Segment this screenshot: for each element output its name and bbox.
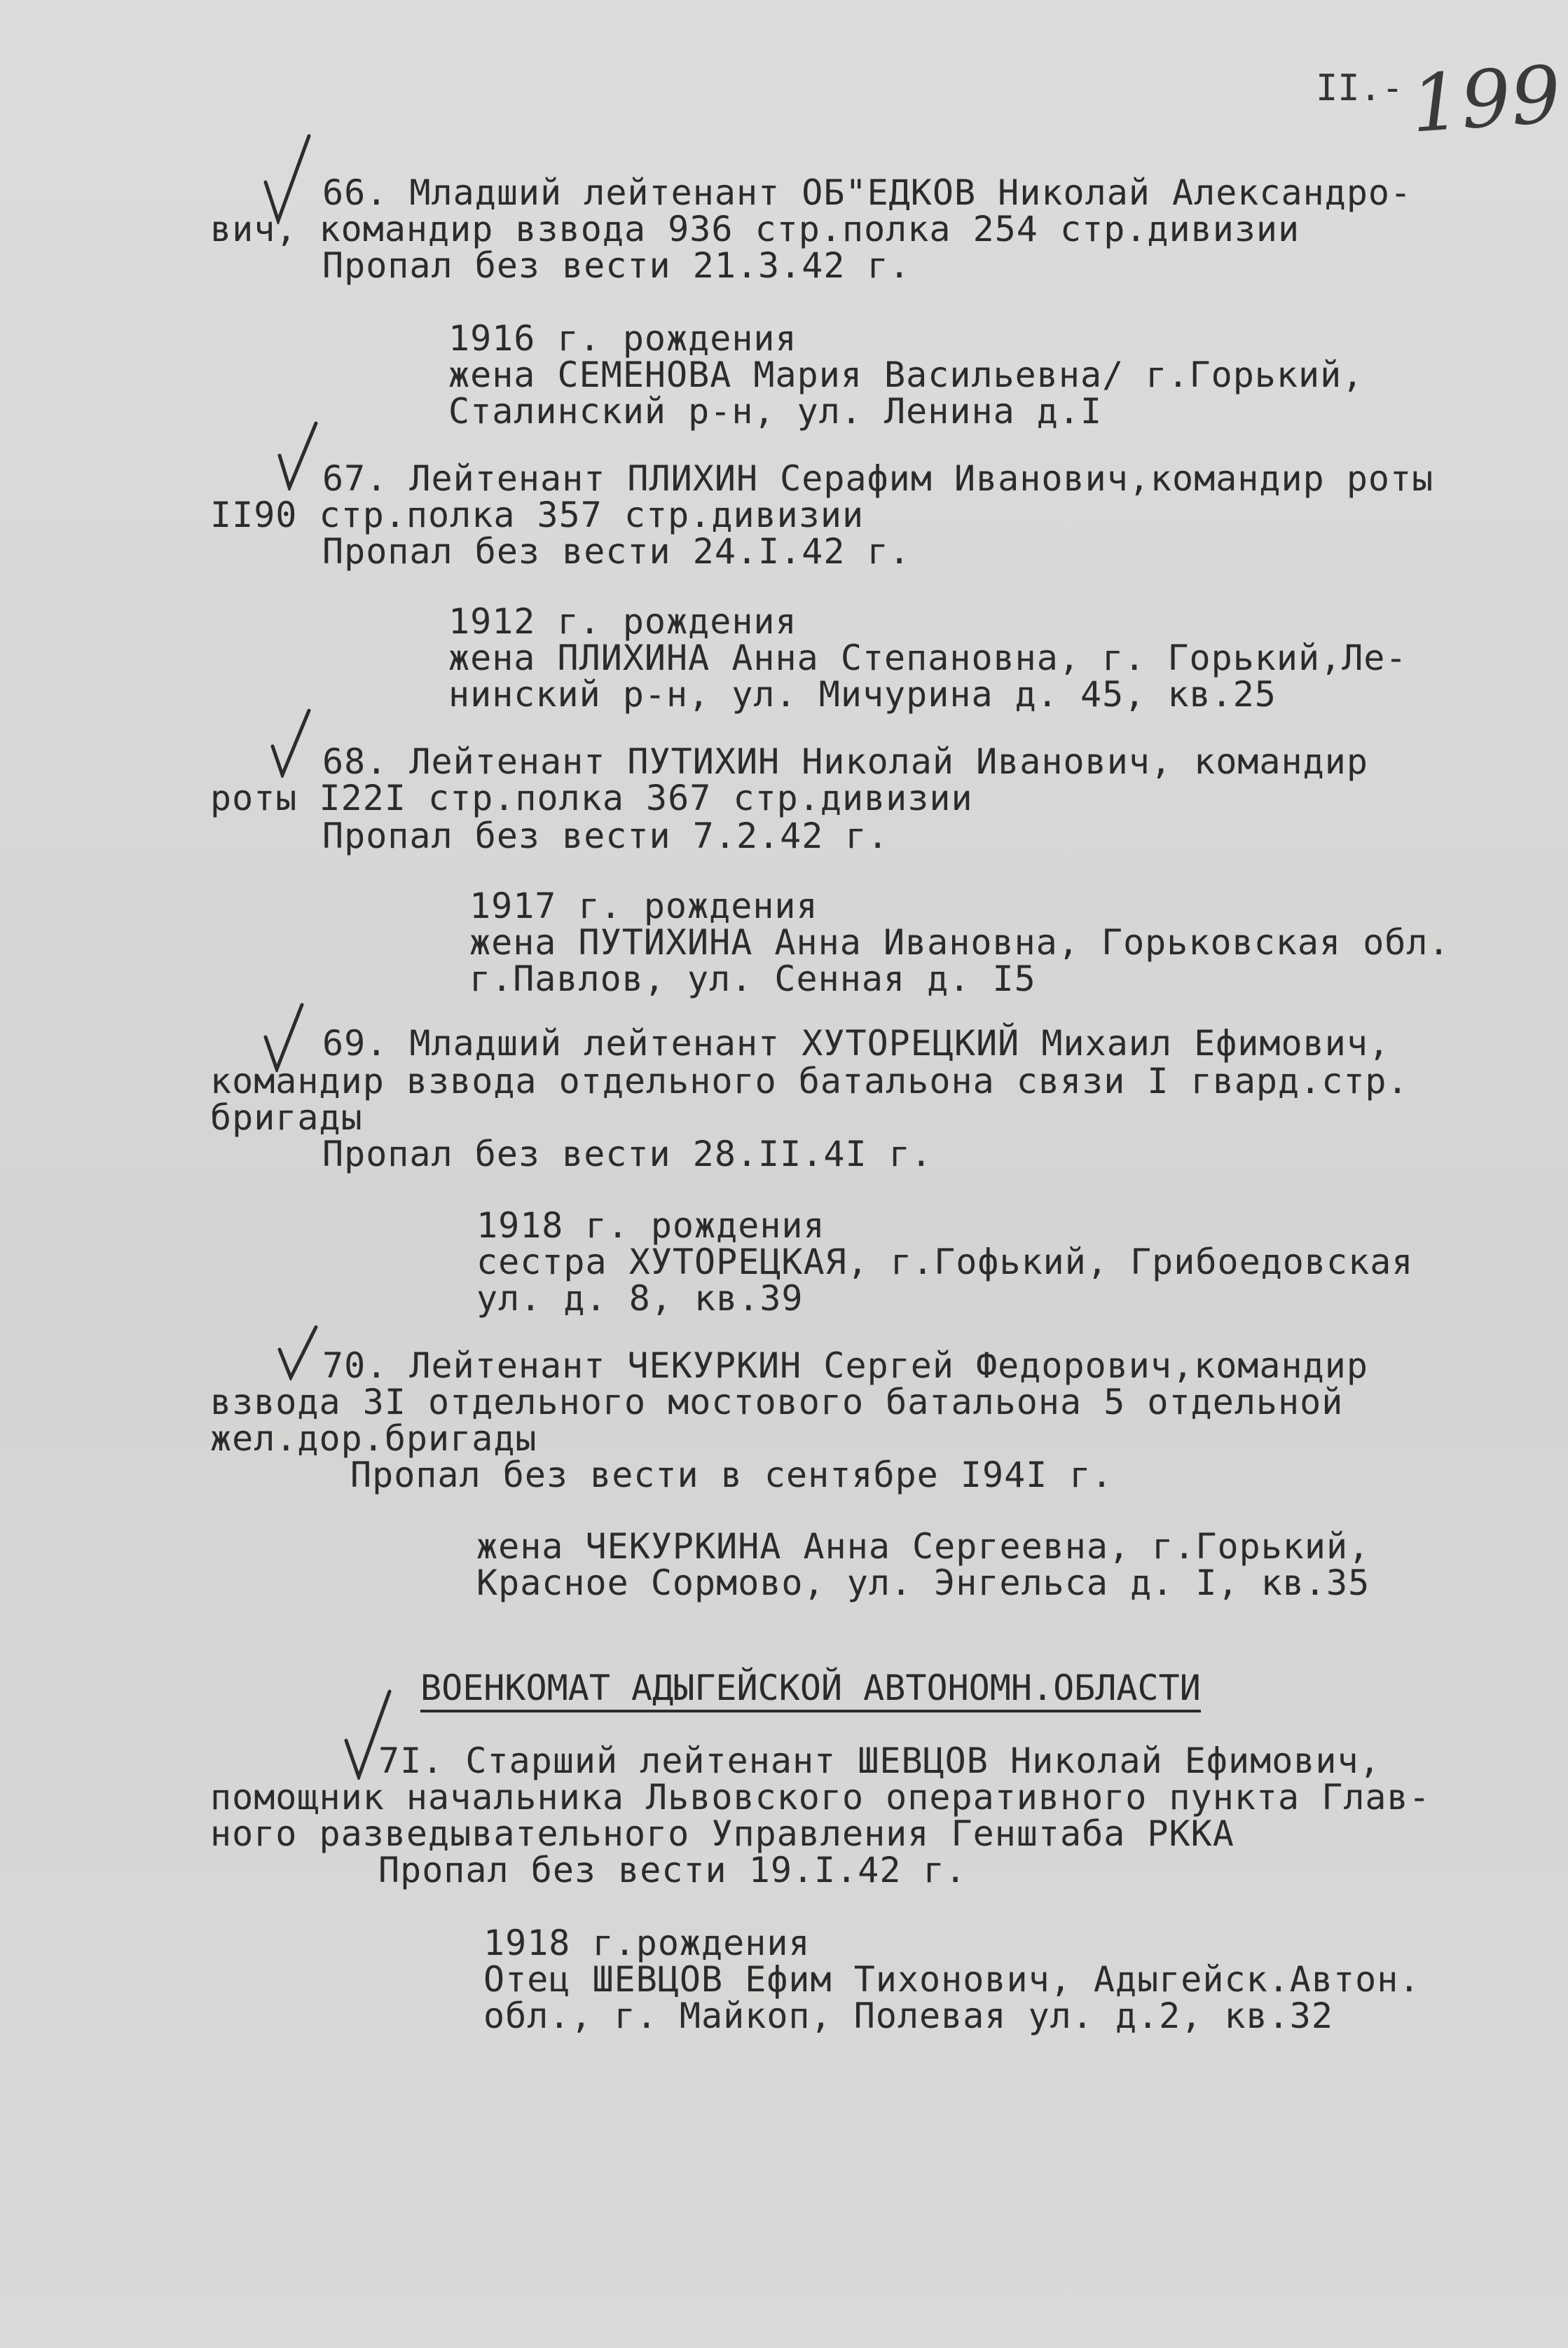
- checkmark-icon: [277, 1324, 319, 1380]
- page-number: II.-: [1316, 67, 1404, 109]
- entry-69-line-3: бригады: [210, 1097, 363, 1138]
- entry-70-line-2: взвода 3I отдельного мостового батальона 5 отдельной: [210, 1382, 1344, 1422]
- entry-68-status: Пропал без вести 7.2.42 г.: [322, 816, 889, 856]
- checkmark-icon: [270, 708, 312, 778]
- section-heading: ВОЕНКОМАТ АДЫГЕЙСКОЙ АВТОНОМН.ОБЛАСТИ: [420, 1668, 1201, 1712]
- entry-66-address: Сталинский р-н, ул. Ленина д.I: [448, 391, 1103, 432]
- entry-68-relative: жена ПУТИХИНА Анна Ивановна, Горьковская обл.: [469, 922, 1450, 963]
- entry-66-relative: жена СЕМЕНОВА Мария Васильевна/ г.Горький,: [448, 355, 1364, 395]
- entry-66-status: Пропал без вести 21.3.42 г.: [322, 245, 911, 286]
- handwritten-folio-number: 199: [1408, 49, 1564, 151]
- entry-71-birth: 1918 г.рождения: [483, 1923, 811, 1963]
- entry-69-status: Пропал без вести 28.II.4I г.: [322, 1134, 933, 1174]
- entry-67-address: нинский р-н, ул. Мичурина д. 45, кв.25: [448, 674, 1277, 715]
- entry-71-status: Пропал без вести 19.I.42 г.: [378, 1850, 967, 1890]
- entry-67-line-2: II90 стр.полка 357 стр.дивизии: [210, 495, 865, 535]
- entry-70-address: Красное Сормово, ул. Энгельса д. I, кв.35: [476, 1563, 1370, 1603]
- entry-69-line-2: командир взвода отдельного батальона связи I гвард.стр.: [210, 1061, 1409, 1101]
- entry-67-status: Пропал без вести 24.I.42 г.: [322, 531, 911, 572]
- entry-71-line-1: 7I. Старший лейтенант ШЕВЦОВ Николай Ефимович,: [378, 1741, 1381, 1781]
- entry-68-line-1: 68. Лейтенант ПУТИХИН Николай Иванович, командир: [322, 741, 1368, 782]
- entry-70-status: Пропал без вести в сентябре I94I г.: [350, 1455, 1113, 1495]
- entry-71-line-3: ного разведывательного Управления Генштаба РККА: [210, 1813, 1235, 1854]
- entry-66-line-2: вич, командир взвода 936 стр.полка 254 стр.дивизии: [210, 209, 1300, 249]
- entry-69-line-1: 69. Младший лейтенант ХУТОРЕЦКИЙ Михаил Ефимович,: [322, 1023, 1391, 1064]
- entry-70-line-3: жел.дор.бригады: [210, 1418, 537, 1459]
- checkmark-icon: [277, 420, 319, 490]
- entry-68-line-2: роты I22I стр.полка 367 стр.дивизии: [210, 778, 973, 818]
- entry-71-relative: Отец ШЕВЦОВ Ефим Тихонович, Адыгейск.Автон.: [483, 1959, 1421, 2000]
- entry-67-line-1: 67. Лейтенант ПЛИХИН Серафим Иванович,командир роты: [322, 458, 1434, 499]
- entry-70-relative: жена ЧЕКУРКИНА Анна Сергеевна, г.Горький,: [476, 1526, 1370, 1567]
- entry-66-birth: 1916 г. рождения: [448, 318, 797, 359]
- entry-69-birth: 1918 г. рождения: [476, 1205, 825, 1246]
- entry-67-relative: жена ПЛИХИНА Анна Степановна, г. Горький,Ле-: [448, 638, 1408, 678]
- entry-71-line-2: помощник начальника Львовского оперативного пункта Глав-: [210, 1777, 1431, 1818]
- entry-66-line-1: 66. Младший лейтенант ОБ"ЕДКОВ Николай Александро-: [322, 172, 1412, 213]
- entry-69-relative: сестра ХУТОРЕЦКАЯ, г.Гофький, Грибоедовская: [476, 1242, 1414, 1282]
- entry-69-address: ул. д. 8, кв.39: [476, 1278, 804, 1319]
- entry-67-birth: 1912 г. рождения: [448, 601, 797, 642]
- entry-70-line-1: 70. Лейтенант ЧЕКУРКИН Сергей Федорович,командир: [322, 1345, 1368, 1386]
- entry-68-birth: 1917 г. рождения: [469, 886, 818, 926]
- entry-71-address: обл., г. Майкоп, Полевая ул. д.2, кв.32: [483, 1996, 1333, 2036]
- entry-68-address: г.Павлов, ул. Сенная д. I5: [469, 959, 1036, 999]
